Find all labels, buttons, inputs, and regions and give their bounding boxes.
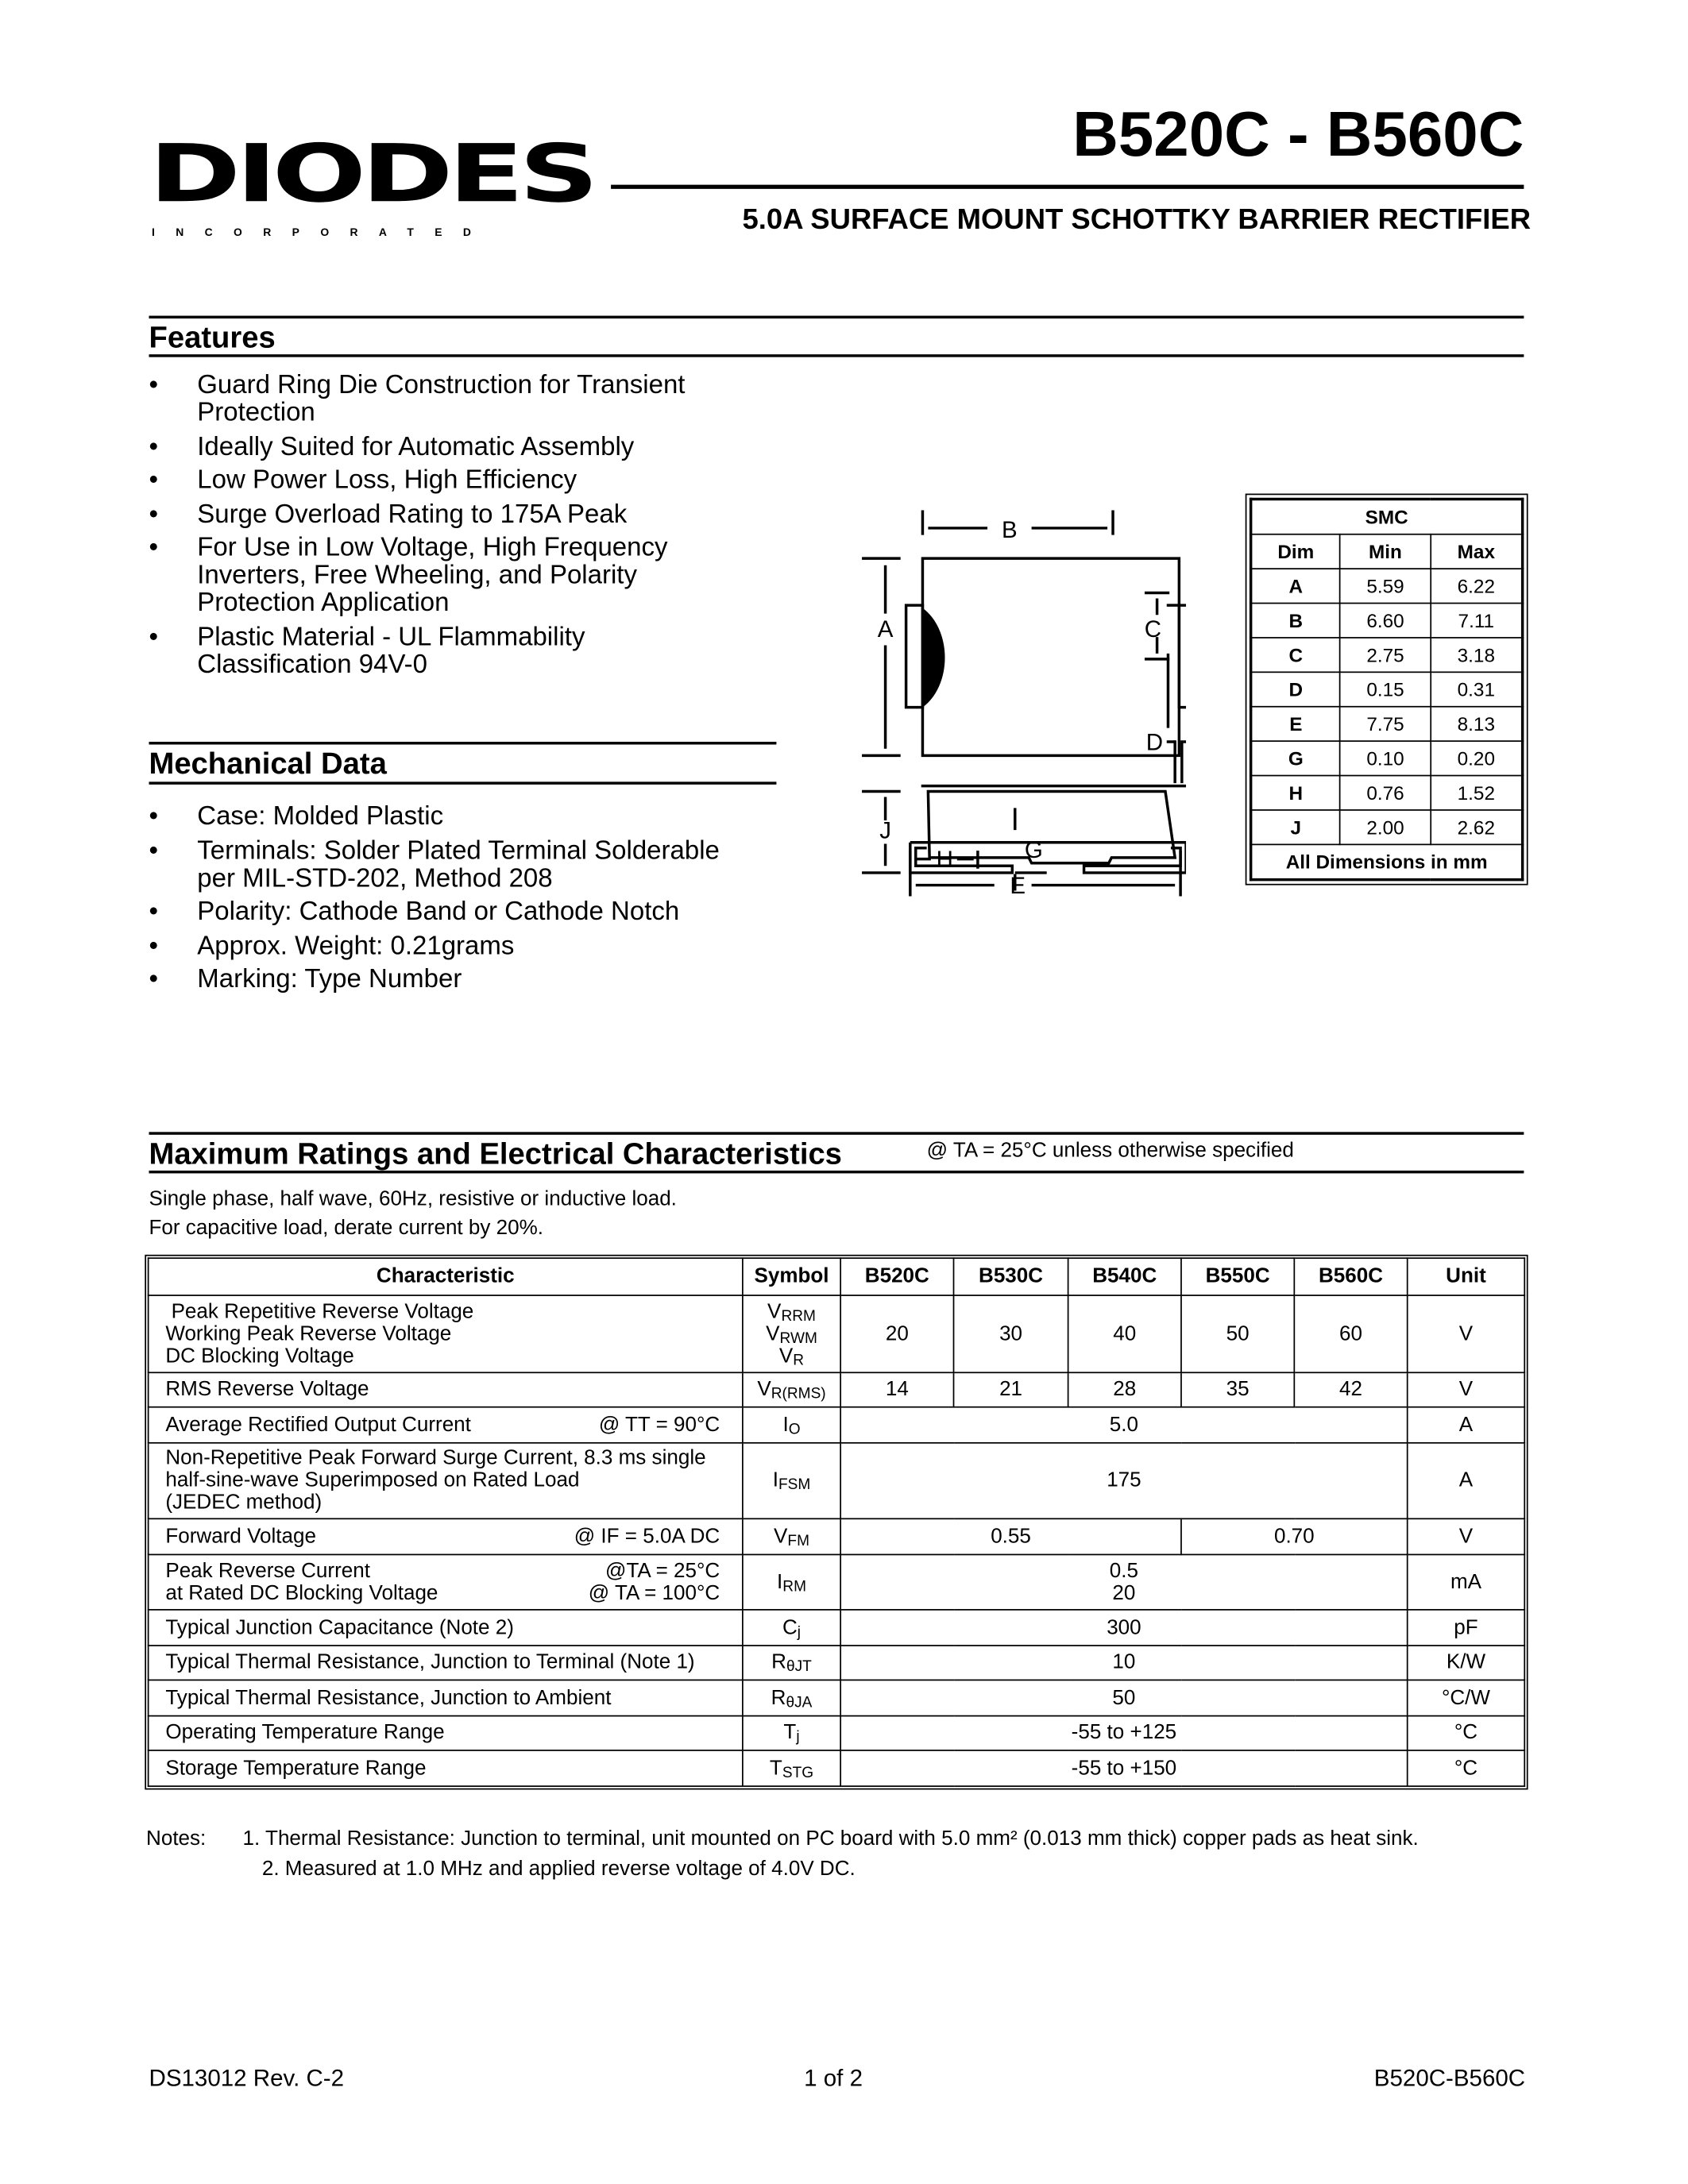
list-item: • Surge Overload Rating to 175A Peak xyxy=(149,501,728,529)
symbol-base: C xyxy=(782,1615,798,1639)
symbol xyxy=(744,1414,840,1436)
smc-cell: 2.62 xyxy=(1431,810,1523,844)
ratings-table xyxy=(148,1257,1525,1787)
value-cell: 5.0 xyxy=(840,1407,1408,1443)
symbol-base: V xyxy=(767,1299,782,1323)
characteristic-line: Average Rectified Output Current xyxy=(165,1412,471,1437)
value-cell: 50 xyxy=(1181,1295,1294,1372)
characteristic-line: Operating Temperature Range xyxy=(165,1720,445,1745)
unit-cell: °C xyxy=(1408,1750,1525,1786)
symbol-base: V xyxy=(774,1524,788,1548)
svg-text:D: D xyxy=(1145,729,1164,756)
value-cell: 42 xyxy=(1294,1372,1407,1406)
symbol xyxy=(744,1470,840,1492)
part-title: B520C - B560C xyxy=(1072,98,1524,170)
table-row xyxy=(149,1407,1525,1443)
value-cell: 14 xyxy=(840,1372,953,1406)
column-header: Unit xyxy=(1408,1258,1525,1295)
symbol-cell xyxy=(743,1554,840,1609)
value-cell: 30 xyxy=(954,1295,1068,1372)
unit-cell: V xyxy=(1408,1372,1525,1406)
symbol xyxy=(744,1687,840,1709)
symbol-cell xyxy=(743,1716,840,1750)
value-cell: 21 xyxy=(954,1372,1068,1406)
column-header: B560C xyxy=(1294,1258,1407,1295)
characteristic-cell xyxy=(149,1554,743,1609)
smc-cell: 0.15 xyxy=(1340,672,1431,706)
value-cell: -55 to +150 xyxy=(840,1750,1408,1786)
symbol-subscript: STG xyxy=(782,1764,814,1781)
features-list xyxy=(149,372,728,685)
smc-cell: 0.20 xyxy=(1431,741,1523,775)
table-row xyxy=(149,1295,1525,1372)
value-cell: 60 xyxy=(1294,1295,1407,1372)
column-header: Symbol xyxy=(743,1258,840,1295)
smc-dimensions-table xyxy=(1250,498,1524,882)
value-cell: 0.70 xyxy=(1181,1518,1408,1554)
smc-dim: D xyxy=(1251,672,1340,706)
smc-row xyxy=(1251,604,1523,638)
smc-cell: 7.11 xyxy=(1431,604,1523,638)
symbol-subscript: j xyxy=(797,1623,802,1641)
smc-row xyxy=(1251,741,1523,775)
characteristic-line: Peak Repetitive Reverse Voltage xyxy=(165,1299,474,1323)
notes-label: Notes: xyxy=(146,1827,207,1850)
value-cell: 40 xyxy=(1068,1295,1181,1372)
unit-cell: A xyxy=(1408,1407,1525,1443)
smc-cell: 2.75 xyxy=(1340,638,1431,672)
divider xyxy=(149,354,1524,357)
symbol-cell xyxy=(743,1295,840,1372)
divider xyxy=(149,781,776,784)
svg-text:J: J xyxy=(879,817,891,844)
smc-row xyxy=(1251,569,1523,603)
load-note: For capacitive load, derate current by 20%. xyxy=(149,1216,543,1240)
symbol-subscript: FSM xyxy=(778,1476,811,1494)
symbol xyxy=(744,1755,840,1781)
svg-text:H: H xyxy=(936,847,953,874)
characteristic-cell xyxy=(149,1610,743,1646)
smc-footer: All Dimensions in mm xyxy=(1251,844,1523,879)
characteristic-line-wrap xyxy=(165,1526,742,1548)
smc-dim: H xyxy=(1251,776,1340,810)
smc-cell: 5.59 xyxy=(1340,569,1431,603)
characteristic-line: RMS Reverse Voltage xyxy=(165,1377,369,1401)
smc-dim: G xyxy=(1251,741,1340,775)
symbol-base: V xyxy=(778,1343,794,1368)
smc-cell: 1.52 xyxy=(1431,776,1523,810)
unit-cell: A xyxy=(1408,1443,1525,1518)
list-item: • Case: Molded Plastic xyxy=(149,804,742,832)
column-header: B540C xyxy=(1068,1258,1181,1295)
characteristic-cell xyxy=(149,1372,743,1406)
value-cell: 0.5 20 xyxy=(840,1554,1408,1609)
characteristic-line: at Rated DC Blocking Voltage xyxy=(165,1580,438,1604)
smc-cell: 0.10 xyxy=(1340,741,1431,775)
svg-text:A: A xyxy=(877,616,894,643)
test-condition: @ TA = 100°C xyxy=(588,1580,720,1604)
note-1: 1. Thermal Resistance: Junction to terminal, unit mounted on PC board with 5.0 mm² (0.013 mm thick) copper pads as heat sink. xyxy=(242,1827,1419,1850)
list-item: • Ideally Suited for Automatic Assembly xyxy=(149,434,728,461)
characteristic-cell xyxy=(149,1518,743,1554)
characteristic-line: Typical Thermal Resistance, Junction to Ambient xyxy=(165,1685,612,1709)
unit-cell: V xyxy=(1408,1518,1525,1554)
part-subtitle: 5.0A SURFACE MOUNT SCHOTTKY BARRIER RECTIFIER xyxy=(742,203,1532,236)
svg-text:E: E xyxy=(1010,872,1026,899)
table-row xyxy=(149,1554,1525,1609)
package-outline-drawing xyxy=(855,510,1186,903)
footer-doc-id: DS13012 Rev. C-2 xyxy=(149,2065,345,2092)
unit-cell: pF xyxy=(1408,1610,1525,1646)
symbol-base: I xyxy=(772,1468,778,1492)
list-item: • Low Power Loss, High Efficiency xyxy=(149,468,728,496)
symbol-subscript: O xyxy=(788,1421,801,1437)
smc-cell: 0.76 xyxy=(1340,776,1431,810)
characteristic-line-wrap xyxy=(165,1582,742,1604)
smc-title: SMC xyxy=(1251,499,1523,534)
characteristic-line: Typical Thermal Resistance, Junction to Terminal (Note 1) xyxy=(165,1650,695,1674)
characteristic-line: Typical Junction Capacitance (Note 2) xyxy=(165,1615,514,1639)
characteristic-cell xyxy=(149,1680,743,1715)
list-item: • Plastic Material - UL Flammability Classification 94V-0 xyxy=(149,624,728,679)
table-row xyxy=(149,1646,1525,1680)
unit-cell: V xyxy=(1408,1295,1525,1372)
list-item: • Marking: Type Number xyxy=(149,967,742,994)
mechanical-heading: Mechanical Data xyxy=(149,746,387,781)
value-cell: 0.55 xyxy=(840,1518,1181,1554)
features-heading: Features xyxy=(149,319,276,355)
load-note: Single phase, half wave, 60Hz, resistive or inductive load. xyxy=(149,1187,677,1211)
symbol-subscript: R(RMS) xyxy=(771,1385,826,1403)
symbol-subscript: θJA xyxy=(786,1693,813,1711)
divider xyxy=(149,1132,1524,1134)
symbol-base: V xyxy=(766,1322,780,1345)
symbol-cell xyxy=(743,1372,840,1406)
smc-cell: 8.13 xyxy=(1431,707,1523,741)
footer-part-range: B520C-B560C xyxy=(1373,2065,1526,2092)
symbol-base: I xyxy=(782,1412,789,1437)
svg-text:C: C xyxy=(1144,616,1162,643)
value-cell: 50 xyxy=(840,1680,1408,1715)
smc-cell: 3.18 xyxy=(1431,638,1523,672)
characteristic-line: Forward Voltage xyxy=(165,1524,316,1548)
smc-dim: C xyxy=(1251,638,1340,672)
characteristic-cell xyxy=(149,1407,743,1443)
column-header: B530C xyxy=(954,1258,1068,1295)
list-item: • Polarity: Cathode Band or Cathode Notch xyxy=(149,899,742,927)
smc-header: Min xyxy=(1340,534,1431,569)
symbol-base: T xyxy=(783,1720,797,1745)
smc-cell: 7.75 xyxy=(1340,707,1431,741)
characteristic-line: half-sine-wave Superimposed on Rated Load xyxy=(165,1468,580,1492)
value-cell: 20 xyxy=(840,1295,953,1372)
smc-header: Max xyxy=(1431,534,1523,569)
characteristic-cell xyxy=(149,1646,743,1680)
value-cell: 300 xyxy=(840,1610,1408,1646)
value-cell: 28 xyxy=(1068,1372,1181,1406)
divider xyxy=(149,1171,1524,1173)
symbol xyxy=(744,1722,840,1744)
divider xyxy=(611,185,1524,189)
value-cell: -55 to +125 xyxy=(840,1716,1408,1750)
symbol-base: V xyxy=(757,1377,771,1401)
smc-dim: A xyxy=(1251,569,1340,603)
unit-cell: mA xyxy=(1408,1554,1525,1609)
list-item: • Guard Ring Die Construction for Transient Protection xyxy=(149,372,728,427)
symbol-subscript: RRM xyxy=(781,1307,816,1325)
table-row xyxy=(149,1750,1525,1786)
symbol xyxy=(744,1323,840,1345)
smc-dim: B xyxy=(1251,604,1340,638)
unit-cell: K/W xyxy=(1408,1646,1525,1680)
list-item: • Terminals: Solder Plated Terminal Solderable per MIL-STD-202, Method 208 xyxy=(149,838,742,893)
symbol-cell xyxy=(743,1750,840,1786)
symbol-subscript: j xyxy=(796,1729,800,1746)
symbol xyxy=(744,1526,840,1548)
value-cell: 10 xyxy=(840,1646,1408,1680)
symbol xyxy=(744,1379,840,1401)
symbol xyxy=(744,1571,840,1593)
characteristic-line: Storage Temperature Range xyxy=(165,1755,427,1780)
divider xyxy=(149,742,776,744)
characteristic-line: Peak Reverse Current xyxy=(165,1558,370,1583)
symbol-base: T xyxy=(769,1755,782,1780)
ratings-heading: Maximum Ratings and Electrical Characteristics xyxy=(149,1136,842,1171)
characteristic-line: Non-Repetitive Peak Forward Surge Current, 8.3 ms single xyxy=(165,1446,706,1470)
diodes-logo: DIODES INCORPORATED xyxy=(149,128,594,239)
characteristic-line: DC Blocking Voltage xyxy=(165,1343,354,1368)
symbol-base: I xyxy=(777,1569,783,1594)
test-condition: @ IF = 5.0A DC xyxy=(574,1524,720,1548)
symbol-subscript: RWM xyxy=(779,1329,817,1347)
symbol-subscript: RM xyxy=(782,1577,806,1595)
characteristic-line-wrap xyxy=(165,1414,742,1436)
mechanical-list xyxy=(149,804,742,1000)
table-row xyxy=(149,1680,1525,1715)
symbol xyxy=(744,1345,840,1368)
smc-dim: J xyxy=(1251,810,1340,844)
smc-cell: 6.22 xyxy=(1431,569,1523,603)
symbol-cell xyxy=(743,1646,840,1680)
footer-page-number: 1 of 2 xyxy=(804,2065,863,2092)
smc-cell: 2.00 xyxy=(1340,810,1431,844)
table-row xyxy=(149,1716,1525,1750)
characteristic-cell xyxy=(149,1443,743,1518)
table-row xyxy=(149,1610,1525,1646)
characteristic-cell xyxy=(149,1295,743,1372)
symbol-cell xyxy=(743,1680,840,1715)
smc-row xyxy=(1251,776,1523,810)
symbol-base: R xyxy=(771,1685,786,1709)
smc-cell: 0.31 xyxy=(1431,672,1523,706)
table-row xyxy=(149,1372,1525,1406)
table-row xyxy=(149,1518,1525,1554)
test-condition: @ TT = 90°C xyxy=(598,1412,720,1437)
svg-text:B: B xyxy=(1001,517,1018,544)
symbol-cell xyxy=(743,1610,840,1646)
list-item: • For Use in Low Voltage, High Frequency Inverters, Free Wheeling, and Polarity Protection Application xyxy=(149,535,728,618)
symbol-subscript: FM xyxy=(787,1532,810,1549)
ratings-condition: @ TA = 25°C unless otherwise specified xyxy=(926,1139,1294,1163)
column-header: B520C xyxy=(840,1258,953,1295)
smc-dim: E xyxy=(1251,707,1340,741)
characteristic-line-wrap xyxy=(165,1560,742,1582)
symbol xyxy=(744,1652,840,1674)
characteristic-cell xyxy=(149,1716,743,1750)
value-cell: 35 xyxy=(1181,1372,1294,1406)
list-item: • Approx. Weight: 0.21grams xyxy=(149,932,742,960)
svg-text:G: G xyxy=(1024,836,1043,863)
unit-cell: °C xyxy=(1408,1716,1525,1750)
symbol xyxy=(744,1301,840,1323)
table-row xyxy=(149,1443,1525,1518)
symbol xyxy=(744,1617,840,1639)
symbol-subscript: θJT xyxy=(786,1658,812,1676)
characteristic-line: Working Peak Reverse Voltage xyxy=(165,1322,452,1345)
symbol-cell xyxy=(743,1518,840,1554)
symbol-subscript: R xyxy=(793,1352,805,1369)
column-header: Characteristic xyxy=(149,1258,743,1295)
smc-cell: 6.60 xyxy=(1340,604,1431,638)
column-header: B550C xyxy=(1181,1258,1294,1295)
value-cell: 175 xyxy=(840,1443,1408,1518)
symbol-cell xyxy=(743,1407,840,1443)
smc-header: Dim xyxy=(1251,534,1340,569)
smc-row xyxy=(1251,672,1523,706)
characteristic-cell xyxy=(149,1750,743,1786)
symbol-base: R xyxy=(771,1650,787,1674)
note-2: 2. Measured at 1.0 MHz and applied reverse voltage of 4.0V DC. xyxy=(261,1857,856,1881)
smc-row xyxy=(1251,638,1523,672)
divider xyxy=(149,316,1524,318)
unit-cell: °C/W xyxy=(1408,1680,1525,1715)
symbol-cell xyxy=(743,1443,840,1518)
smc-row xyxy=(1251,810,1523,844)
test-condition: @TA = 25°C xyxy=(605,1558,720,1583)
smc-row xyxy=(1251,707,1523,741)
characteristic-line: (JEDEC method) xyxy=(165,1490,323,1515)
